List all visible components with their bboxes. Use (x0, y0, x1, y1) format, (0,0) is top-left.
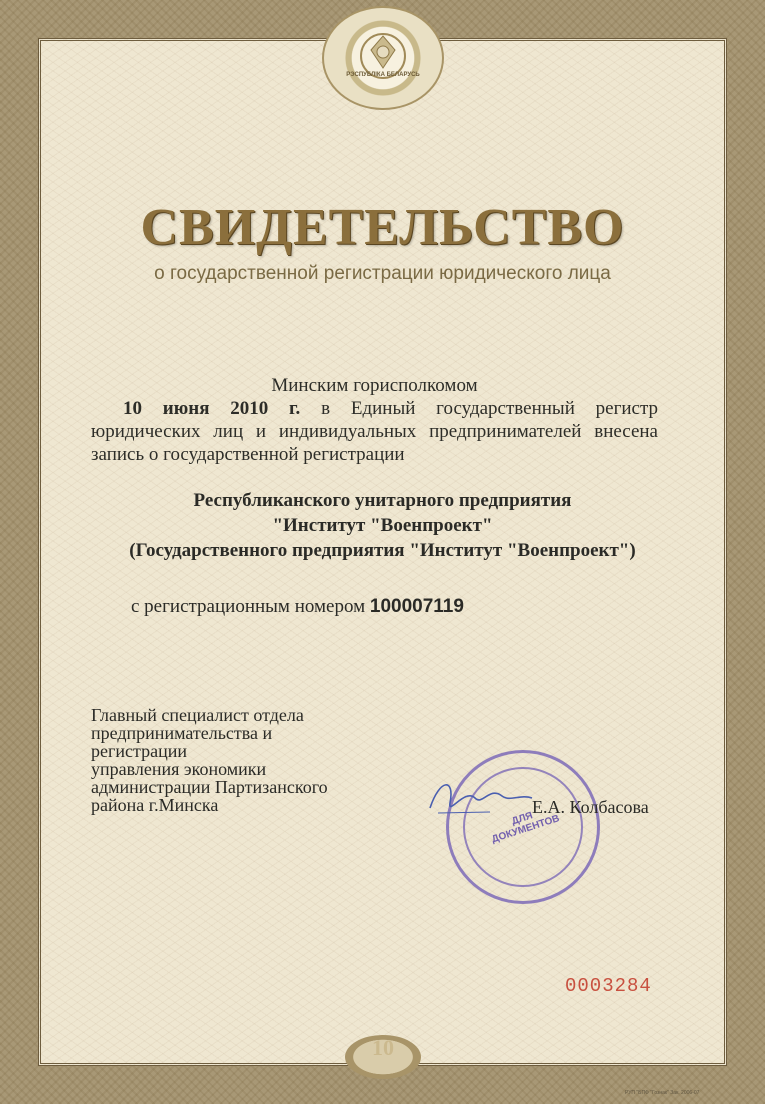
serial-number: 0003284 (565, 975, 652, 997)
signer-name: Е.А. Колбасова (532, 797, 649, 817)
reg-number-value: 100007119 (369, 596, 464, 617)
official-line-4: управления экономики (91, 759, 267, 779)
reg-number-label: с регистрационным номером (131, 596, 366, 617)
entity-line-2: "Институт "Военпроект" (272, 515, 493, 536)
entity-name (60, 488, 705, 563)
stamp-label: ДЛЯ ДОКУМЕНТОВ (490, 810, 561, 846)
reg-number-line (131, 596, 464, 618)
bottom-seal-number: 10 (372, 1035, 394, 1060)
official-title (91, 706, 391, 814)
official-line-2: предпринимательства и (91, 723, 273, 743)
registration-text: в Единый государственный регистр юридических лиц и индивидуальных предпринимателей внесена запись о государственной регистрации (91, 398, 659, 465)
issuer-line: Минским горисполкомом (271, 375, 478, 396)
official-line-5: администрации Партизанского (91, 777, 328, 797)
registration-body (91, 374, 658, 466)
emblem-text: РЭСПУБЛІКА БЕЛАРУСЬ (346, 72, 420, 78)
state-emblem-icon (322, 6, 444, 110)
official-line-3: регистрации (91, 741, 187, 761)
bottom-seal (345, 1035, 421, 1079)
official-line-6: района г.Минска (91, 795, 219, 815)
signature-icon (420, 768, 540, 828)
printer-imprint: РУП "БПФ "Гознак" Зак. 2006-07 (625, 1090, 700, 1096)
registration-paragraph (91, 397, 658, 466)
certificate-title: СВИДЕТЕЛЬСТВО (140, 199, 625, 256)
certificate-subtitle: о государственной регистрации юридического лица (154, 263, 611, 284)
registration-date: 10 июня 2010 г. (123, 398, 301, 419)
official-line-1: Главный специалист отдела (91, 705, 304, 725)
entity-line-3: (Государственного предприятия "Институт "Военпроект") (129, 540, 636, 561)
entity-line-1: Республиканского унитарного предприятия (193, 490, 572, 511)
